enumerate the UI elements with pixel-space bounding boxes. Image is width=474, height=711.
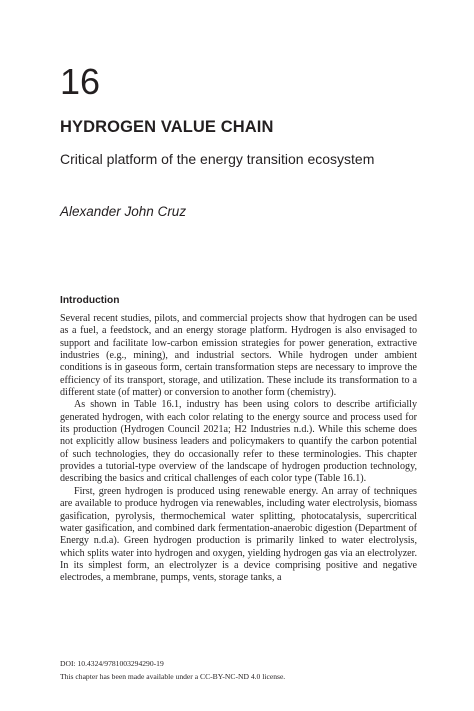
body-text — [60, 313, 417, 585]
doi-text: DOI: 10.4324/9781003294290-19 — [60, 659, 164, 668]
license-text: This chapter has been made available under a CC-BY-NC-ND 4.0 license. — [60, 672, 286, 681]
paragraph: As shown in Table 16.1, industry has been using colors to describe artificially generated hydrogen, with each color relating to the energy source and process used for its production (Hydrogen Council 2021a; H2 Industries n.d.). While this scheme does not explicitly allow business leaders and policymakers to quantify the carbon potential of such technologies, they do occasionally refer to these terminologies. This chapter provides a tutorial-type overview of the landscape of hydrogen production technology, describing the basics and critical challenges of each color type (Table 16.1). — [60, 399, 417, 485]
chapter-subtitle: Critical platform of the energy transition ecosystem — [60, 151, 375, 167]
paragraph: Several recent studies, pilots, and commercial projects show that hydrogen can be used as a fuel, a feedstock, and an energy storage platform. Hydrogen is also envisaged to support and facilitate low-carbon emission strategies for power generation, extractive industries (e.g., mining), and industrial sectors. While hydrogen under ambient conditions is in gaseous form, certain transformation steps are necessary to improve the efficiency of its transport, storage, and utilization. These include its transformation to a different state (of matter) or conversion to another form (chemistry). — [60, 313, 417, 399]
page-footer — [60, 657, 417, 683]
section-heading: Introduction — [60, 295, 120, 306]
paragraph: First, green hydrogen is produced using renewable energy. An array of techniques are available to produce hydrogen via renewables, including water electrolysis, biomass gasification, pyrolysis, thermochemical water splitting, photocatalysis, supercritical water gasification, and combined dark fermentation-anaerobic digestion (Department of Energy n.d.a). Green hydrogen production is primarily linked to water electrolysis, which splits water into hydrogen and oxygen, yielding hydrogen gas via an electrolyzer. In its simplest form, an electrolyzer is a device comprising positive and negative electrodes, a membrane, pumps, vents, storage tanks, a — [60, 485, 417, 584]
chapter-title: HYDROGEN VALUE CHAIN — [60, 118, 274, 136]
chapter-number: 16 — [60, 61, 101, 102]
author-name: Alexander John Cruz — [60, 204, 187, 219]
